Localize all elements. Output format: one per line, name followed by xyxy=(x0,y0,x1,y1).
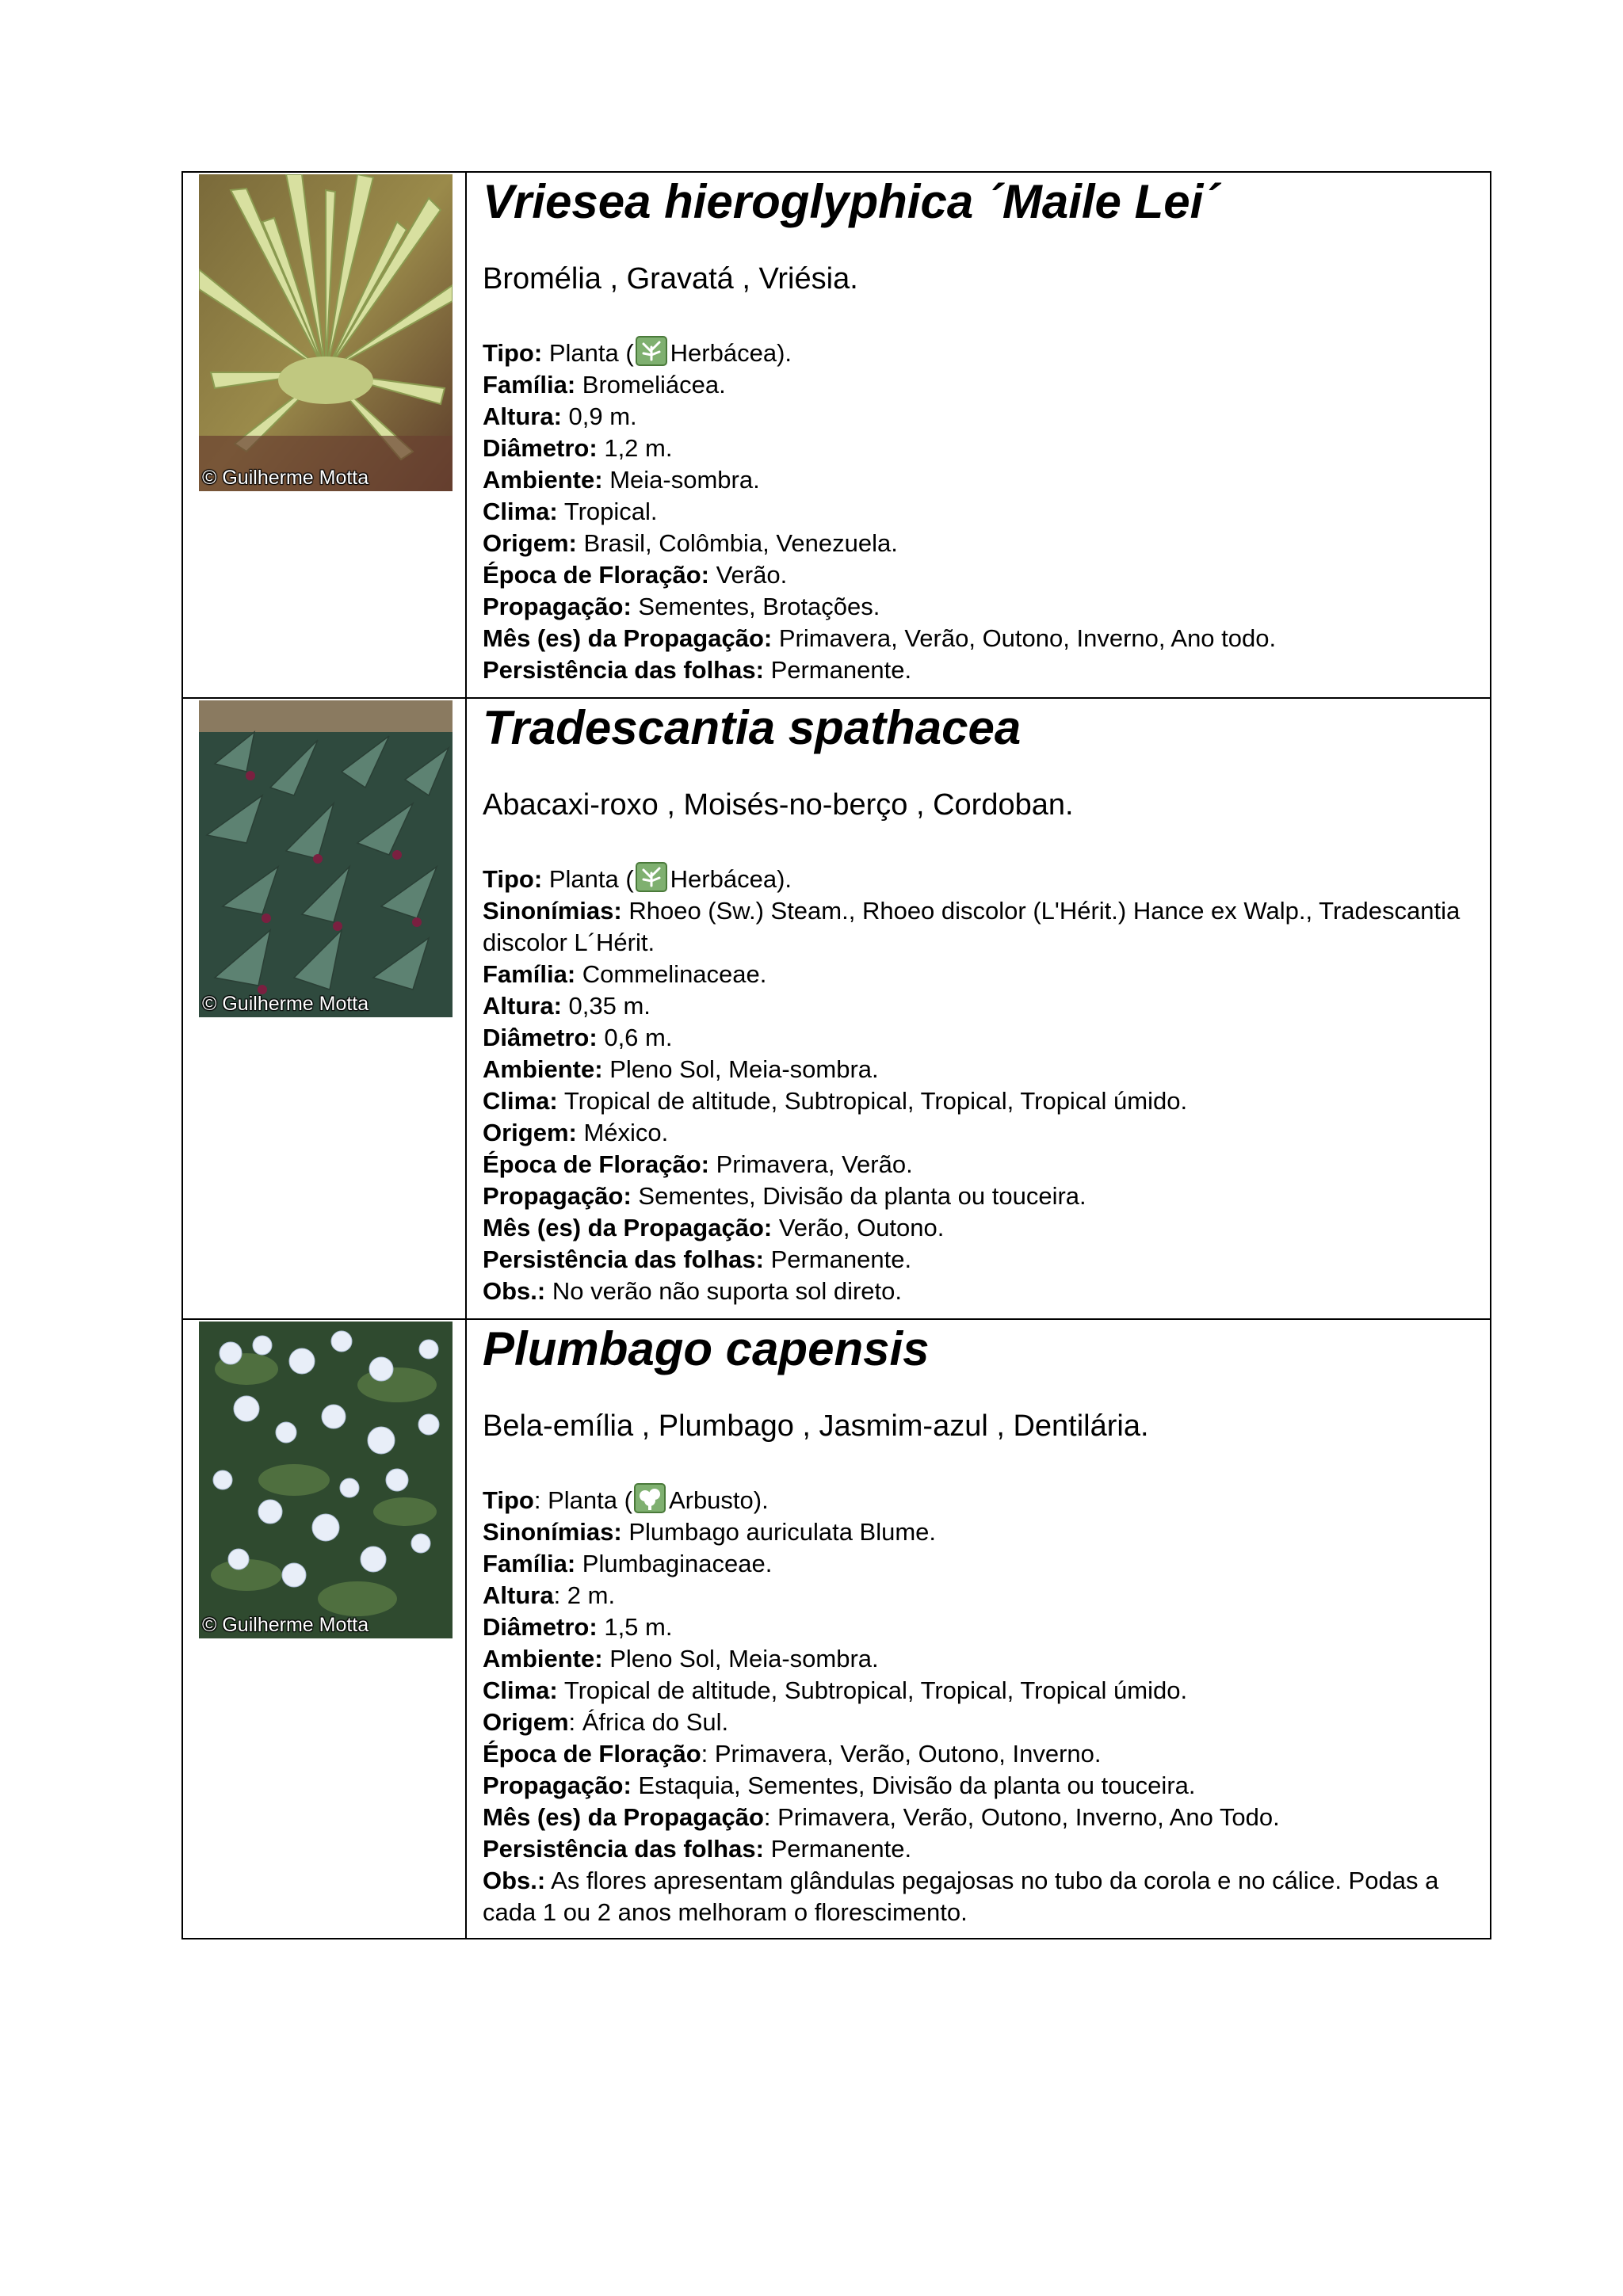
property-line: Origem: África do Sul. xyxy=(483,1708,729,1736)
property-line: Propagação: Sementes, Divisão da planta ou touceira. xyxy=(483,1182,1086,1210)
plant-row xyxy=(182,698,1491,1319)
bromeliad-photo xyxy=(199,174,453,491)
description-cell xyxy=(466,1319,1491,1939)
plant-photo xyxy=(199,700,453,1017)
plant-photo xyxy=(199,174,453,491)
photo-credit: © Guilherme Motta xyxy=(202,467,369,489)
property-line: Altura: 0,9 m. xyxy=(483,402,637,430)
property-line: Mês (es) da Propagação: Primavera, Verão, Outono, Inverno, Ano todo. xyxy=(483,624,1277,652)
plant-photo xyxy=(199,1322,453,1638)
common-names: Bela-emília , Plumbago , Jasmim-azul , Dentilária. xyxy=(483,1409,1149,1443)
property-line: Sinonímias: Plumbago auriculata Blume. xyxy=(483,1518,937,1546)
photo-credit: © Guilherme Motta xyxy=(202,1614,369,1636)
properties-list xyxy=(483,336,1482,686)
plumbago-photo xyxy=(199,1322,453,1638)
property-line: Propagação: Sementes, Brotações. xyxy=(483,593,880,620)
property-line: Ambiente: Pleno Sol, Meia-sombra. xyxy=(483,1645,879,1672)
photo-cell xyxy=(182,698,466,1319)
scientific-name: Plumbago capensis xyxy=(483,1322,930,1375)
property-line: Altura: 2 m. xyxy=(483,1581,616,1609)
description-cell xyxy=(466,172,1491,698)
property-line: Propagação: Estaquia, Sementes, Divisão da planta ou touceira. xyxy=(483,1772,1196,1799)
property-line: Época de Floração: Primavera, Verão. xyxy=(483,1150,913,1178)
property-line: Diâmetro: 1,2 m. xyxy=(483,434,673,462)
tradescantia-photo xyxy=(199,700,453,1017)
property-line: Persistência das folhas: Permanente. xyxy=(483,1245,912,1273)
property-type: Tipo: Planta ( Herbácea). xyxy=(483,862,1482,895)
property-line: Altura: 0,35 m. xyxy=(483,992,651,1020)
property-line: Persistência das folhas: Permanente. xyxy=(483,656,912,684)
property-line: Mês (es) da Propagação: Primavera, Verão, Outono, Inverno, Ano Todo. xyxy=(483,1803,1280,1831)
photo-cell xyxy=(182,172,466,698)
property-line: Época de Floração: Primavera, Verão, Outono, Inverno. xyxy=(483,1740,1102,1768)
property-line: Diâmetro: 1,5 m. xyxy=(483,1613,673,1641)
common-names: Abacaxi-roxo , Moisés-no-berço , Cordoban. xyxy=(483,788,1074,822)
property-type: Tipo: Planta ( Arbusto). xyxy=(483,1483,1482,1516)
property-line: Diâmetro: 0,6 m. xyxy=(483,1024,673,1051)
photo-cell xyxy=(182,1319,466,1939)
property-line: Sinonímias: Rhoeo (Sw.) Steam., Rhoeo discolor (L'Hérit.) Hance ex Walp., Tradescantia discolor L´Hérit. xyxy=(483,897,1461,956)
property-line: Clima: Tropical. xyxy=(483,498,658,525)
property-line: Persistência das folhas: Permanente. xyxy=(483,1835,912,1863)
photo-credit: © Guilherme Motta xyxy=(202,993,369,1015)
plant-row xyxy=(182,172,1491,698)
property-type: Tipo: Planta ( Herbácea). xyxy=(483,336,1482,369)
shrub-icon xyxy=(634,1483,666,1513)
property-line: Clima: Tropical de altitude, Subtropical, Tropical, Tropical úmido. xyxy=(483,1087,1188,1115)
property-line: Ambiente: Meia-sombra. xyxy=(483,466,760,494)
property-line: Época de Floração: Verão. xyxy=(483,561,788,589)
herb-icon xyxy=(636,336,667,366)
property-line: Família: Commelinaceae. xyxy=(483,960,767,988)
property-line: Família: Bromeliácea. xyxy=(483,371,726,399)
property-line: Obs.: As flores apresentam glândulas pegajosas no tubo da corola e no cálice. Podas a cada 1 ou 2 anos melhoram o florescimento. xyxy=(483,1867,1439,1926)
property-line: Obs.: No verão não suporta sol direto. xyxy=(483,1277,903,1305)
property-line: Origem: Brasil, Colômbia, Venezuela. xyxy=(483,529,898,557)
property-line: Mês (es) da Propagação: Verão, Outono. xyxy=(483,1214,945,1241)
description-cell xyxy=(466,698,1491,1319)
properties-list xyxy=(483,862,1482,1307)
property-line: Origem: México. xyxy=(483,1119,669,1146)
plant-table xyxy=(181,171,1491,1939)
plant-row xyxy=(182,1319,1491,1939)
scientific-name: Vriesea hieroglyphica ´Maile Lei´ xyxy=(483,175,1220,228)
common-names: Bromélia , Gravatá , Vriésia. xyxy=(483,262,858,296)
property-line: Família: Plumbaginaceae. xyxy=(483,1550,773,1577)
property-line: Ambiente: Pleno Sol, Meia-sombra. xyxy=(483,1055,879,1083)
properties-list xyxy=(483,1483,1482,1928)
property-line: Clima: Tropical de altitude, Subtropical, Tropical, Tropical úmido. xyxy=(483,1676,1188,1704)
scientific-name: Tradescantia spathacea xyxy=(483,701,1022,754)
herb-icon xyxy=(636,862,667,892)
